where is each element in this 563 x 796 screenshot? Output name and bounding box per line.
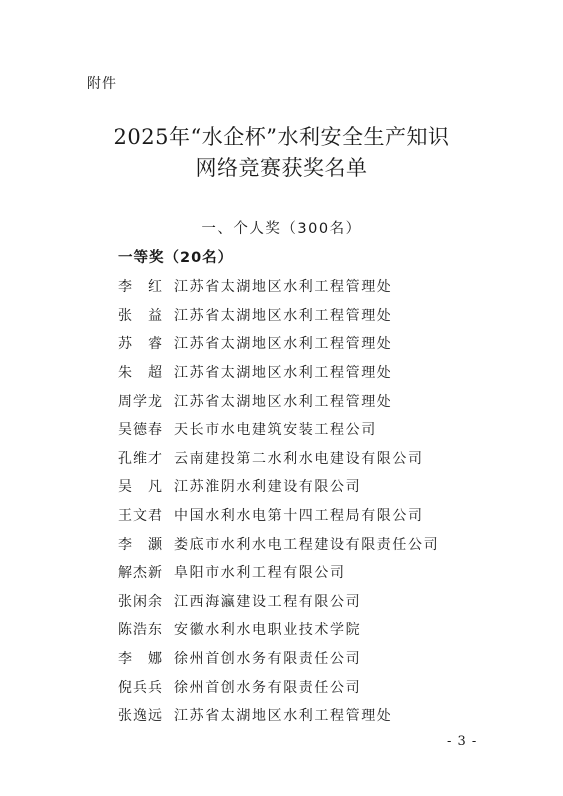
winner-row [118, 672, 439, 701]
title-line-2: 网络竞赛获奖名单 [195, 156, 368, 180]
winner-name: 张闲余 [118, 593, 163, 610]
winner-organization: 天长市水电建筑安装工程公司 [174, 422, 377, 439]
winner-name: 孔维才 [118, 450, 163, 467]
winner-organization: 江苏省太湖地区水利工程管理处 [174, 307, 393, 324]
winner-row [118, 501, 439, 530]
winner-row [118, 444, 439, 473]
winner-row [118, 587, 439, 616]
winner-row [118, 415, 439, 444]
winner-organization: 阜阳市水利工程有限公司 [174, 565, 346, 582]
winner-row [118, 301, 439, 330]
winner-name: 李 娜 [118, 651, 163, 668]
winner-organization: 娄底市水利水电工程建设有限责任公司 [174, 536, 440, 553]
winner-organization: 江苏省太湖地区水利工程管理处 [174, 365, 393, 382]
winner-row [118, 529, 439, 558]
winner-name: 李 灏 [118, 536, 163, 553]
winner-row [118, 472, 439, 501]
winner-name: 王文君 [118, 508, 163, 525]
winner-name: 张逸远 [118, 708, 163, 725]
winner-organization: 江苏省太湖地区水利工程管理处 [174, 708, 393, 725]
title-line-1: 2025年“水企杯”水利安全生产知识 [113, 125, 450, 149]
winner-row [118, 701, 439, 730]
winner-row [118, 329, 439, 358]
winner-organization: 徐州首创水务有限责任公司 [174, 651, 362, 668]
section-heading-individual-award: 一、个人奖（300名） [201, 221, 362, 237]
winner-name: 解杰新 [118, 565, 163, 582]
winner-row [118, 272, 439, 301]
winner-name: 朱 超 [118, 365, 163, 382]
winner-organization: 云南建投第二水利水电建设有限公司 [174, 450, 424, 467]
winner-row [118, 386, 439, 415]
winner-list [118, 272, 439, 730]
winner-organization: 江苏省太湖地区水利工程管理处 [174, 336, 393, 353]
winner-name: 陈浩东 [118, 622, 163, 639]
winner-row [118, 358, 439, 387]
winner-row [118, 558, 439, 587]
winner-name: 李 红 [118, 279, 163, 296]
winner-name: 张 益 [118, 307, 163, 324]
winner-organization: 江苏省太湖地区水利工程管理处 [174, 279, 393, 296]
winner-row [118, 615, 439, 644]
winner-name: 吴 凡 [118, 479, 163, 496]
document-title [0, 122, 563, 184]
winner-organization: 江苏省太湖地区水利工程管理处 [174, 393, 393, 410]
winner-organization: 江西海瀛建设工程有限公司 [174, 593, 362, 610]
tier-heading-first-prize: 一等奖（20名） [118, 250, 234, 266]
page-number: - 3 - [447, 734, 478, 749]
winner-name: 倪兵兵 [118, 679, 163, 696]
winner-organization: 江苏淮阴水利建设有限公司 [174, 479, 362, 496]
winner-row [118, 644, 439, 673]
winner-organization: 中国水利水电第十四工程局有限公司 [174, 508, 424, 525]
winner-name: 吴德春 [118, 422, 163, 439]
winner-name: 苏 睿 [118, 336, 163, 353]
winner-name: 周学龙 [118, 393, 163, 410]
winner-organization: 安徽水利水电职业技术学院 [174, 622, 362, 639]
winner-organization: 徐州首创水务有限责任公司 [174, 679, 362, 696]
attachment-label: 附件 [87, 76, 117, 92]
